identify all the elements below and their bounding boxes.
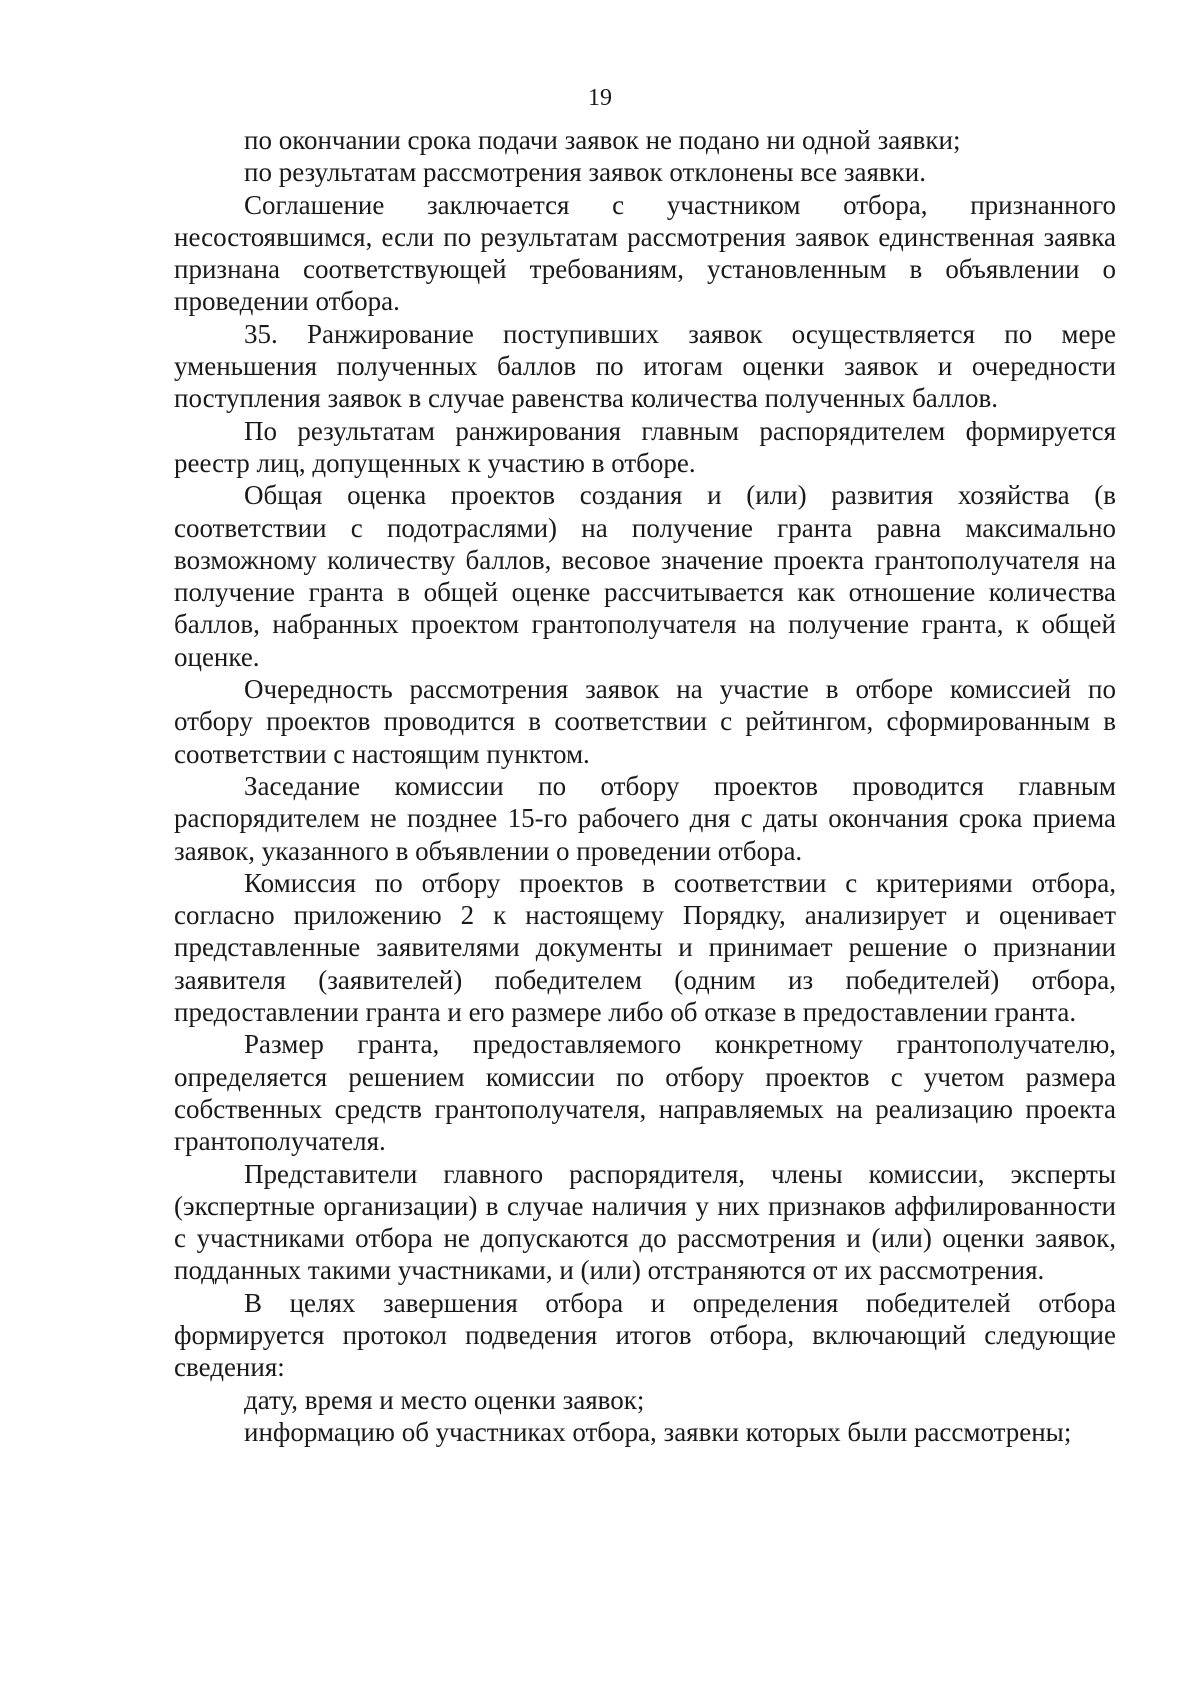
paragraph: по окончании срока подачи заявок не подано ни одной заявки; [244, 125, 961, 155]
paragraph: Соглашение заключается с участником отбора, признанного несостоявшимся, если по результатам рассмотрения заявок единственная заявка признана соответствующей требованиям, установленным в объявлении о проведении отбора. [174, 189, 1116, 317]
paragraph: информацию об участниках отбора, заявки которых были рассмотрены; [244, 1416, 1072, 1447]
document-body [174, 124, 1116, 1448]
paragraph: по результатам рассмотрения заявок отклонены все заявки. [244, 157, 926, 188]
paragraph: Размер гранта, предоставляемого конкретному грантополучателю, определяется решением комиссии по отбору проектов с учетом размера собственных средств грантополучателя, направляемых на реализацию проекта грантополучателя. [174, 1029, 1116, 1157]
paragraph: Очередность рассмотрения заявок на участие в отборе комиссией по отбору проектов проводится в соответствии с рейтингом, сформированным в соответствии с настоящим пунктом. [174, 674, 1116, 769]
paragraph: Комиссия по отбору проектов в соответствии с критериями отбора, согласно приложению 2 к настоящему Порядку, анализирует и оценивает представленные заявителями документы и принимает решение о признании заявителя (заявителей) победителем (одним из победителей) отбора, предоставлении гранта и его размере либо об отказе в предоставлении гранта. [174, 867, 1116, 1028]
paragraph: дату, время и место оценки заявок; [244, 1384, 645, 1415]
paragraph: Представители главного распорядителя, члены комиссии, эксперты (экспертные организации) в случае наличия у них признаков аффилированности с участниками отбора не допускаются до рассмотрения и (или) оценки заявок, подданных такими участниками, и (или) отстраняются от их рассмотрения. [174, 1158, 1116, 1286]
page-number: 19 [588, 85, 612, 111]
paragraph: По результатам ранжирования главным распорядителем формируется реестр лиц, допущенных к участию в отборе. [174, 415, 1116, 478]
paragraph: Заседание комиссии по отбору проектов проводится главным распорядителем не позднее 15-го рабочего дня с даты окончания срока приема заявок, указанного в объявлении о проведении отбора. [174, 770, 1116, 866]
paragraph: В целях завершения отбора и определения победителей отбора формируется протокол подведения итогов отбора, включающий следующие сведения: [174, 1287, 1116, 1383]
paragraph: Общая оценка проектов создания и (или) развития хозяйства (в соответствии с подотраслями) на получение гранта равна максимально возможному количеству баллов, весовое значение проекта грантополучателя на получение гранта в общей оценке рассчитывается как отношение количества баллов, набранных проектом грантополучателя на получение гранта, к общей оценке. [174, 480, 1116, 672]
paragraph: 35. Ранжирование поступивших заявок осуществляется по мере уменьшения полученных баллов по итогам оценки заявок и очередности поступления заявок в случае равенства количества полученных баллов. [174, 318, 1116, 414]
